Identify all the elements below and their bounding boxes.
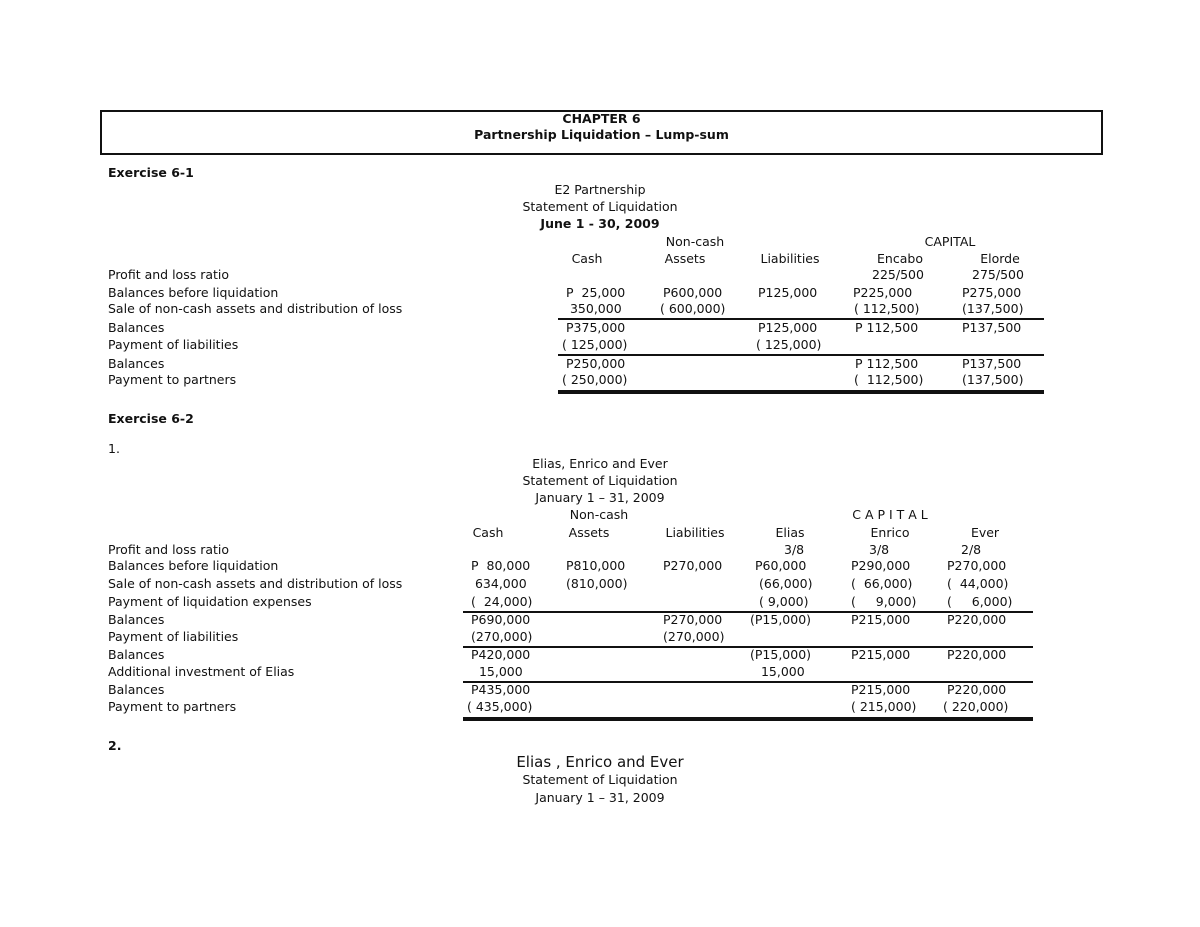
ex1-cell-encabo: 225/500 [872,267,924,282]
ex2-part-2-label: 2. [108,738,122,753]
ex2-cell-ever: P220,000 [947,612,1007,627]
ex1-cell-liabilities: ( 125,000) [756,337,822,352]
ex2-cell-elias: 3/8 [784,542,805,557]
ex2-cell-cash: 15,000 [471,664,523,679]
ex1-cell-elorde: P137,500 [962,320,1022,335]
exercise-6-1-title: Exercise 6-1 [108,165,194,180]
ex1-header-assets: Assets [664,251,706,266]
ex1-cell-elorde: (137,500) [962,372,1024,387]
ex2-cell-ever: ( 220,000) [943,699,1009,714]
ex2-cell-elias: (P15,000) [750,612,812,627]
ex2-cell-ever: ( 6,000) [947,594,1013,609]
ex1-cell-cash: P250,000 [566,356,626,371]
ex2-cell-cash: (270,000) [467,629,533,644]
ex2-cell-cash: P420,000 [471,647,531,662]
ex2-cell-cash: ( 435,000) [467,699,533,714]
ex1-cell-cash: P 25,000 [566,285,626,300]
ex2-statement: Statement of Liquidation [522,473,678,488]
ex2-cell-elias: (P15,000) [750,647,812,662]
ex2-row-label: Balances [108,612,165,627]
ex2-part2-statement: Statement of Liquidation [522,772,678,787]
ex1-cell-elorde: (137,500) [962,301,1024,316]
ex2-row-label: Balances [108,682,165,697]
ex1-company: E2 Partnership [554,182,646,197]
ex1-cell-liabilities: P125,000 [758,285,818,300]
ex1-double-rule [558,390,1044,394]
ex2-cell-enrico: P290,000 [851,558,911,573]
ex2-cell-liabilities: (270,000) [663,629,725,644]
ex2-row-label: Balances [108,647,165,662]
chapter-subtitle: Partnership Liquidation – Lump-sum [474,127,729,142]
ex2-cell-elias: P60,000 [755,558,807,573]
ex2-header-elias: Elias [775,525,805,540]
ex2-double-rule [463,717,1033,721]
ex1-cell-encabo: P 112,500 [855,356,919,371]
ex2-header-capital: C A P I T A L [852,507,928,522]
ex1-cell-liabilities: P125,000 [758,320,818,335]
ex2-cell-cash: P 80,000 [471,558,531,573]
ex1-header-capital: CAPITAL [924,234,976,249]
ex2-part2-period: January 1 – 31, 2009 [535,790,665,805]
ex1-header-noncash: Non-cash [665,234,725,249]
ex2-cell-noncash: (810,000) [566,576,628,591]
ex1-cell-elorde: P275,000 [962,285,1022,300]
ex1-header-elorde: Elorde [980,251,1020,266]
ex1-header-encabo: Encabo [877,251,923,266]
ex1-cell-encabo: P 112,500 [855,320,919,335]
ex2-cell-liabilities: P270,000 [663,612,723,627]
ex2-row-label: Sale of non-cash assets and distribution of loss [108,576,403,591]
ex1-cell-encabo: ( 112,500) [854,372,924,387]
ex1-cell-encabo: P225,000 [853,285,913,300]
ex2-cell-enrico: P215,000 [851,647,911,662]
ex2-header-noncash: Non-cash [569,507,629,522]
ex1-row-label: Sale of non-cash assets and distribution of loss [108,301,403,316]
ex2-cell-ever: P220,000 [947,682,1007,697]
ex1-row-label: Payment of liabilities [108,337,239,352]
ex2-cell-enrico: 3/8 [869,542,890,557]
ex2-header-assets: Assets [568,525,610,540]
ex1-period: June 1 - 30, 2009 [540,216,660,231]
ex1-cell-cash: P375,000 [566,320,626,335]
ex2-cell-cash: P435,000 [471,682,531,697]
ex1-row-label: Balances before liquidation [108,285,279,300]
ex2-cell-elias: ( 9,000) [759,594,809,609]
ex2-part2-company: Elias , Enrico and Ever [516,753,684,771]
ex2-row-label: Payment to partners [108,699,237,714]
ex1-cell-encabo: ( 112,500) [854,301,920,316]
ex2-row-label: Profit and loss ratio [108,542,230,557]
ex2-part-1-label: 1. [108,441,120,456]
ex2-cell-cash: ( 24,000) [471,594,533,609]
ex2-period: January 1 – 31, 2009 [535,490,665,505]
ex1-header-liabilities: Liabilities [760,251,820,266]
ex2-cell-cash: 634,000 [471,576,527,591]
ex1-cell-elorde: P137,500 [962,356,1022,371]
ex1-cell-noncash: ( 600,000) [660,301,726,316]
ex2-row-label: Payment of liabilities [108,629,239,644]
ex2-cell-cash: P690,000 [471,612,531,627]
ex2-cell-enrico: ( 66,000) [851,576,913,591]
ex1-cell-noncash: P600,000 [663,285,723,300]
ex2-company: Elias, Enrico and Ever [532,456,668,471]
ex2-header-cash: Cash [472,525,504,540]
ex2-header-enrico: Enrico [870,525,910,540]
ex2-cell-ever: P270,000 [947,558,1007,573]
ex2-row-label: Additional investment of Elias [108,664,295,679]
ex1-row-label: Balances [108,320,165,335]
ex2-cell-liabilities: P270,000 [663,558,723,573]
ex2-cell-ever: ( 44,000) [947,576,1009,591]
ex1-cell-cash: ( 125,000) [562,337,628,352]
ex1-row-label: Profit and loss ratio [108,267,230,282]
ex2-row-label: Payment of liquidation expenses [108,594,312,609]
ex2-header-ever: Ever [970,525,1000,540]
ex2-cell-enrico: ( 215,000) [851,699,917,714]
ex2-cell-noncash: P810,000 [566,558,626,573]
ex1-row-label: Balances [108,356,165,371]
ex2-cell-ever: P220,000 [947,647,1007,662]
ex1-cell-cash: 350,000 [566,301,622,316]
ex1-cell-cash: ( 250,000) [562,372,628,387]
chapter-title: CHAPTER 6 [562,111,641,126]
exercise-6-2-title: Exercise 6-2 [108,411,194,426]
ex1-row-label: Payment to partners [108,372,237,387]
ex2-header-liabilities: Liabilities [665,525,725,540]
ex2-cell-ever: 2/8 [961,542,982,557]
ex1-cell-elorde: 275/500 [972,267,1024,282]
ex2-cell-enrico: P215,000 [851,612,911,627]
ex2-cell-elias: 15,000 [757,664,805,679]
ex2-cell-enrico: P215,000 [851,682,911,697]
ex2-cell-enrico: ( 9,000) [851,594,917,609]
ex2-row-label: Balances before liquidation [108,558,279,573]
ex2-cell-elias: (66,000) [759,576,813,591]
ex1-header-cash: Cash [571,251,603,266]
ex1-statement: Statement of Liquidation [522,199,678,214]
